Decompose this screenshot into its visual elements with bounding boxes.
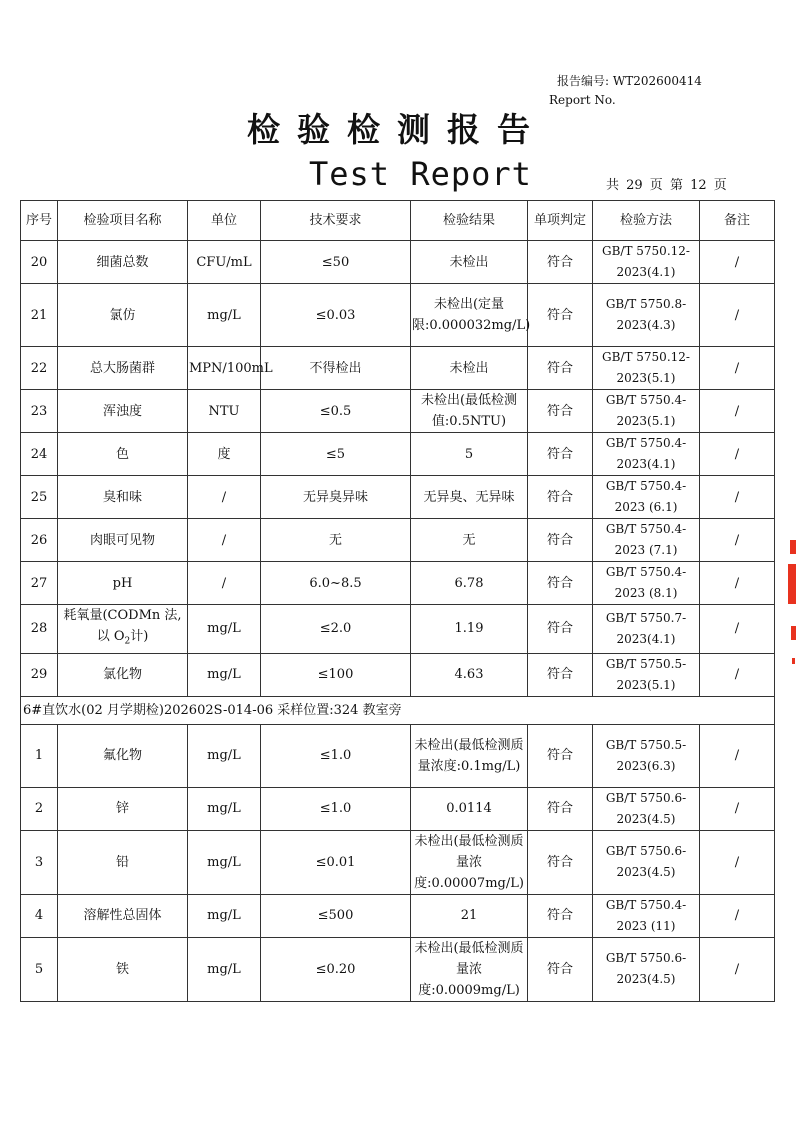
row-method <box>593 476 700 519</box>
table-row <box>21 562 775 605</box>
row-method-line2: 2023 (8.1) <box>614 586 678 600</box>
row-method-line2: 2023(5.1) <box>616 677 676 692</box>
row-method <box>593 390 700 433</box>
row-judgement: 符合 <box>528 937 593 1001</box>
row-item: 铅 <box>58 830 188 894</box>
row-no: 25 <box>21 476 58 519</box>
row-unit: / <box>188 519 261 562</box>
row-judgement: 符合 <box>528 724 593 787</box>
row-no: 29 <box>21 653 58 696</box>
row-method-line2: 2023 (11) <box>616 918 676 933</box>
row-method-line1: GB/T 5750.4- <box>605 393 687 407</box>
table-row <box>21 605 775 654</box>
row-method <box>593 653 700 696</box>
row-result: 未检出 <box>411 241 528 284</box>
row-judgement: 符合 <box>528 562 593 605</box>
row-item: 臭和味 <box>58 476 188 519</box>
row-unit: mg/L <box>188 894 261 937</box>
row-unit: mg/L <box>188 830 261 894</box>
table-row <box>21 241 775 284</box>
row-result: 未检出(定量限:0.000032mg/L) <box>411 284 528 347</box>
row-item: 锌 <box>58 787 188 830</box>
col-header-item: 检验项目名称 <box>58 201 188 241</box>
row-judgement: 符合 <box>528 605 593 654</box>
row-method <box>593 519 700 562</box>
row-method <box>593 562 700 605</box>
row-requirement: ≤50 <box>261 241 411 284</box>
row-remark: / <box>700 653 775 696</box>
row-no: 26 <box>21 519 58 562</box>
table-header-row <box>21 201 775 241</box>
table-row <box>21 519 775 562</box>
row-method <box>593 605 700 654</box>
row-result: 5 <box>411 433 528 476</box>
row-method-line1: GB/T 5750.6- <box>605 951 687 966</box>
row-method <box>593 830 700 894</box>
row-remark: / <box>700 519 775 562</box>
section-title: 6#直饮水(02 月学期检)202602S-014-06 采样位置:324 教室旁 <box>21 696 775 724</box>
row-remark: / <box>700 347 775 390</box>
col-header-unit: 单位 <box>188 201 261 241</box>
row-no: 21 <box>21 284 58 347</box>
results-table <box>20 200 775 1002</box>
row-result: 无 <box>411 519 528 562</box>
row-result: 无异臭、无异味 <box>411 476 528 519</box>
row-judgement: 符合 <box>528 830 593 894</box>
row-judgement: 符合 <box>528 519 593 562</box>
row-method-line2: 2023(4.1) <box>616 631 676 646</box>
row-method-line1: GB/T 5750.7- <box>605 610 687 625</box>
row-unit: CFU/mL <box>188 241 261 284</box>
row-remark: / <box>700 724 775 787</box>
row-item-line2-prefix: 以 O <box>96 629 125 644</box>
row-requirement: ≤1.0 <box>261 787 411 830</box>
row-item: 铁 <box>58 937 188 1001</box>
row-item-subscript: 2 <box>124 636 131 647</box>
row-remark: / <box>700 605 775 654</box>
row-unit: / <box>188 476 261 519</box>
row-method-line2: 2023(6.3) <box>616 758 676 773</box>
row-method-line1: GB/T 5750.8- <box>605 297 687 311</box>
row-judgement: 符合 <box>528 347 593 390</box>
row-item: 溶解性总固体 <box>58 894 188 937</box>
row-judgement: 符合 <box>528 390 593 433</box>
row-method <box>593 241 700 284</box>
row-result: 1.19 <box>411 605 528 654</box>
table-row <box>21 724 775 787</box>
col-header-method: 检验方法 <box>593 201 700 241</box>
table-row <box>21 390 775 433</box>
row-item: 总大肠菌群 <box>58 347 188 390</box>
row-method-line2: 2023(4.5) <box>616 811 676 826</box>
report-no-value: WT202600414 <box>612 74 702 88</box>
row-method-line1: GB/T 5750.4- <box>605 565 687 579</box>
row-unit: mg/L <box>188 605 261 654</box>
row-no: 24 <box>21 433 58 476</box>
row-unit: NTU <box>188 390 261 433</box>
row-judgement: 符合 <box>528 653 593 696</box>
col-header-result: 检验结果 <box>411 201 528 241</box>
row-method <box>593 724 700 787</box>
col-header-requirement: 技术要求 <box>261 201 411 241</box>
row-method-line1: GB/T 5750.4- <box>605 479 687 493</box>
row-method-line1: GB/T 5750.4- <box>605 436 687 450</box>
row-item: 细菌总数 <box>58 241 188 284</box>
row-no: 28 <box>21 605 58 654</box>
row-method <box>593 433 700 476</box>
row-item: 氟化物 <box>58 724 188 787</box>
row-no: 27 <box>21 562 58 605</box>
row-method-line2: 2023(5.1) <box>616 414 676 428</box>
row-requirement: 6.0~8.5 <box>261 562 411 605</box>
report-no-label-cn: 报告编号: <box>557 74 610 88</box>
row-remark: / <box>700 476 775 519</box>
page-info: 共 29 页 第 12 页 <box>606 178 727 193</box>
row-item: 氯仿 <box>58 284 188 347</box>
row-remark: / <box>700 284 775 347</box>
row-method-line2: 2023(5.1) <box>616 371 676 385</box>
row-method-line1: GB/T 5750.6- <box>605 790 687 805</box>
row-no: 4 <box>21 894 58 937</box>
row-method-line1: GB/T 5750.5- <box>605 656 687 671</box>
row-method-line2: 2023(4.5) <box>616 865 676 880</box>
row-result: 未检出(最低检测质量浓度:0.1mg/L) <box>411 724 528 787</box>
row-requirement: ≤0.03 <box>261 284 411 347</box>
report-title-cn: 检验检测报告 <box>247 110 547 149</box>
row-result: 6.78 <box>411 562 528 605</box>
row-judgement: 符合 <box>528 241 593 284</box>
row-method-line2: 2023(4.3) <box>616 318 676 332</box>
row-remark: / <box>700 241 775 284</box>
row-unit: MPN/100mL <box>188 347 261 390</box>
row-judgement: 符合 <box>528 284 593 347</box>
row-method-line2: 2023(4.1) <box>616 457 676 471</box>
red-stamp-edge <box>786 540 796 670</box>
row-requirement: ≤0.5 <box>261 390 411 433</box>
row-item: 肉眼可见物 <box>58 519 188 562</box>
row-remark: / <box>700 937 775 1001</box>
row-no: 23 <box>21 390 58 433</box>
row-item-line1: 耗氧量(CODMn 法, <box>63 608 182 623</box>
row-method-line2: 2023 (6.1) <box>614 500 678 514</box>
row-result: 未检出(最低检测质量浓度:0.0009mg/L) <box>411 937 528 1001</box>
row-unit: mg/L <box>188 724 261 787</box>
row-result: 0.0114 <box>411 787 528 830</box>
row-remark: / <box>700 562 775 605</box>
table-row <box>21 653 775 696</box>
row-requirement: ≤100 <box>261 653 411 696</box>
row-method-line2: 2023(4.1) <box>616 265 676 279</box>
row-result: 21 <box>411 894 528 937</box>
report-no-label-en: Report No. <box>549 93 616 107</box>
row-remark: / <box>700 894 775 937</box>
row-judgement: 符合 <box>528 476 593 519</box>
section-row <box>21 696 775 724</box>
row-requirement: 无异臭异味 <box>261 476 411 519</box>
row-method <box>593 284 700 347</box>
row-no: 2 <box>21 787 58 830</box>
row-unit: 度 <box>188 433 261 476</box>
col-header-remark: 备注 <box>700 201 775 241</box>
row-no: 20 <box>21 241 58 284</box>
row-item: pH <box>58 562 188 605</box>
table-row <box>21 476 775 519</box>
row-result: 未检出(最低检测值:0.5NTU) <box>411 390 528 433</box>
row-no: 1 <box>21 724 58 787</box>
row-remark: / <box>700 390 775 433</box>
row-result: 4.63 <box>411 653 528 696</box>
row-requirement: ≤0.01 <box>261 830 411 894</box>
report-title-en: Test Report <box>309 155 532 193</box>
row-result: 未检出(最低检测质量浓度:0.00007mg/L) <box>411 830 528 894</box>
row-requirement: ≤500 <box>261 894 411 937</box>
row-requirement: ≤2.0 <box>261 605 411 654</box>
row-remark: / <box>700 830 775 894</box>
row-item: 氯化物 <box>58 653 188 696</box>
row-requirement: 不得检出 <box>261 347 411 390</box>
row-item <box>58 605 188 654</box>
row-judgement: 符合 <box>528 787 593 830</box>
row-method-line1: GB/T 5750.4- <box>605 522 687 536</box>
row-unit: mg/L <box>188 284 261 347</box>
row-method-line1: GB/T 5750.12- <box>602 350 690 364</box>
row-result: 未检出 <box>411 347 528 390</box>
row-item-line2-suffix: 计) <box>130 629 149 644</box>
row-judgement: 符合 <box>528 894 593 937</box>
table-row <box>21 937 775 1001</box>
row-no: 3 <box>21 830 58 894</box>
table-row <box>21 433 775 476</box>
row-unit: mg/L <box>188 787 261 830</box>
table-row <box>21 347 775 390</box>
row-method-line1: GB/T 5750.5- <box>605 737 687 752</box>
row-method <box>593 787 700 830</box>
row-remark: / <box>700 787 775 830</box>
row-method-line2: 2023 (7.1) <box>614 543 678 557</box>
row-method <box>593 347 700 390</box>
row-no: 5 <box>21 937 58 1001</box>
row-unit: mg/L <box>188 937 261 1001</box>
table-row <box>21 284 775 347</box>
row-requirement: ≤5 <box>261 433 411 476</box>
row-method-line1: GB/T 5750.4- <box>605 897 687 912</box>
row-requirement: ≤1.0 <box>261 724 411 787</box>
row-requirement: 无 <box>261 519 411 562</box>
col-header-no: 序号 <box>21 201 58 241</box>
row-item: 浑浊度 <box>58 390 188 433</box>
row-item: 色 <box>58 433 188 476</box>
row-judgement: 符合 <box>528 433 593 476</box>
col-header-judgement: 单项判定 <box>528 201 593 241</box>
row-remark: / <box>700 433 775 476</box>
row-method-line2: 2023(4.5) <box>616 972 676 987</box>
table-row <box>21 894 775 937</box>
row-unit: mg/L <box>188 653 261 696</box>
row-requirement: ≤0.20 <box>261 937 411 1001</box>
table-row <box>21 787 775 830</box>
row-method <box>593 894 700 937</box>
row-method-line1: GB/T 5750.12- <box>602 244 690 258</box>
row-no: 22 <box>21 347 58 390</box>
row-method-line1: GB/T 5750.6- <box>605 844 687 859</box>
row-method <box>593 937 700 1001</box>
table-row <box>21 830 775 894</box>
row-unit: / <box>188 562 261 605</box>
